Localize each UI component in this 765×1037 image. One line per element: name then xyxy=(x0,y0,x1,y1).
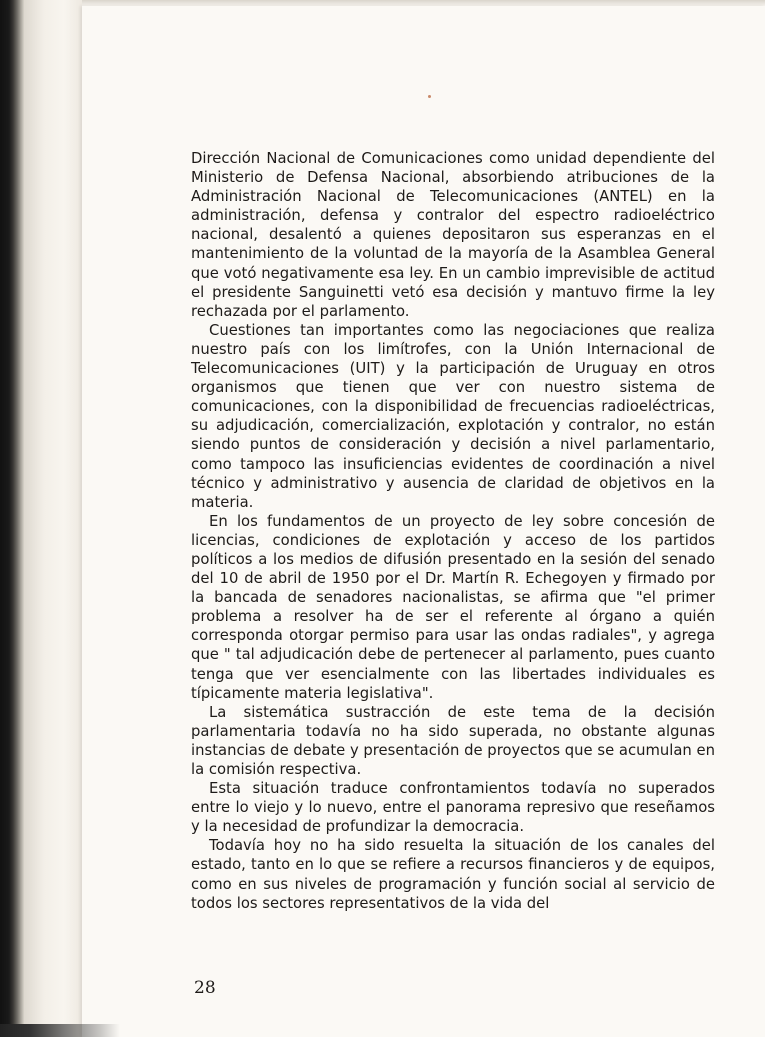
paragraph: La sistemática sustracción de este tema de la decisión parlamentaria todavía no ha sido superada, no obstante algunas instancias de debate y presentación de proyectos que se acumulan en la comisión respectiva. xyxy=(191,703,715,778)
paragraph: Esta situación traduce confrontamientos todavía no superados entre lo viejo y lo nuevo, entre el panorama represivo que reseñamos y la necesidad de profundizar la democracia. xyxy=(191,780,715,836)
page-number: 28 xyxy=(194,978,216,998)
body-text xyxy=(191,149,715,913)
ink-speck xyxy=(428,95,431,98)
paragraph: Dirección Nacional de Comunicaciones como unidad dependiente del Ministerio de Defensa Nacional, absorbiendo atribuciones de la Administración Nacional de Telecomunicaciones (ANTEL) en la administración, defensa y contralor del espectro radioeléctrico nacional, desalentó a quienes depositaron sus esperanzas en el mantenimiento de la voluntad de la mayoría de la Asamblea General que votó negativamente esa ley. En un cambio imprevisible de actitud el presidente Sanguinetti vetó esa decisión y mantuvo firme la ley rechazada por el parlamento. xyxy=(191,150,715,320)
paragraph: Cuestiones tan importantes como las negociaciones que realiza nuestro país con los limítrofes, con la Unión Internacional de Telecomunicaciones (UIT) y la participación de Uruguay en otros organismos que tienen que ver con nuestro sistema de comunicaciones, con la disponibilidad de frecuencias radioeléctricas, su adjudicación, comercialización, explotación y contralor, no están siendo puntos de consideración y decisión a nivel parlamentario, como tampoco las insuficiencias evidentes de coordinación a nivel técnico y administrativo y ausencia de claridad de objetivos en la materia. xyxy=(191,321,715,511)
paragraph: En los fundamentos de un proyecto de ley sobre concesión de licencias, condiciones de explotación y acceso de los partidos políticos a los medios de difusión presentado en la sesión del senado del 10 de abril de 1950 por el Dr. Martín R. Echegoyen y firmado por la bancada de senadores nacionalistas, se afirma que "el primer problema a resolver ha de ser el referente al órgano a quién corresponda otorgar permiso para usar las ondas radiales", y agrega que " tal adjudicación debe de pertenecer al parlamento, pues cuanto tenga que ver esencialmente con las libertades individuales es típicamente materia legislativa". xyxy=(191,512,715,702)
book-spine-edge xyxy=(0,0,24,1037)
page-stack-edge xyxy=(24,0,83,1037)
paragraph: Todavía hoy no ha sido resuelta la situación de los canales del estado, tanto en lo que se refiere a recursos financieros y de equipos, como en sus niveles de programación y función social al servicio de todos los sectores representativos de la vida del xyxy=(191,837,715,912)
bottom-corner-shadow xyxy=(0,1024,120,1037)
